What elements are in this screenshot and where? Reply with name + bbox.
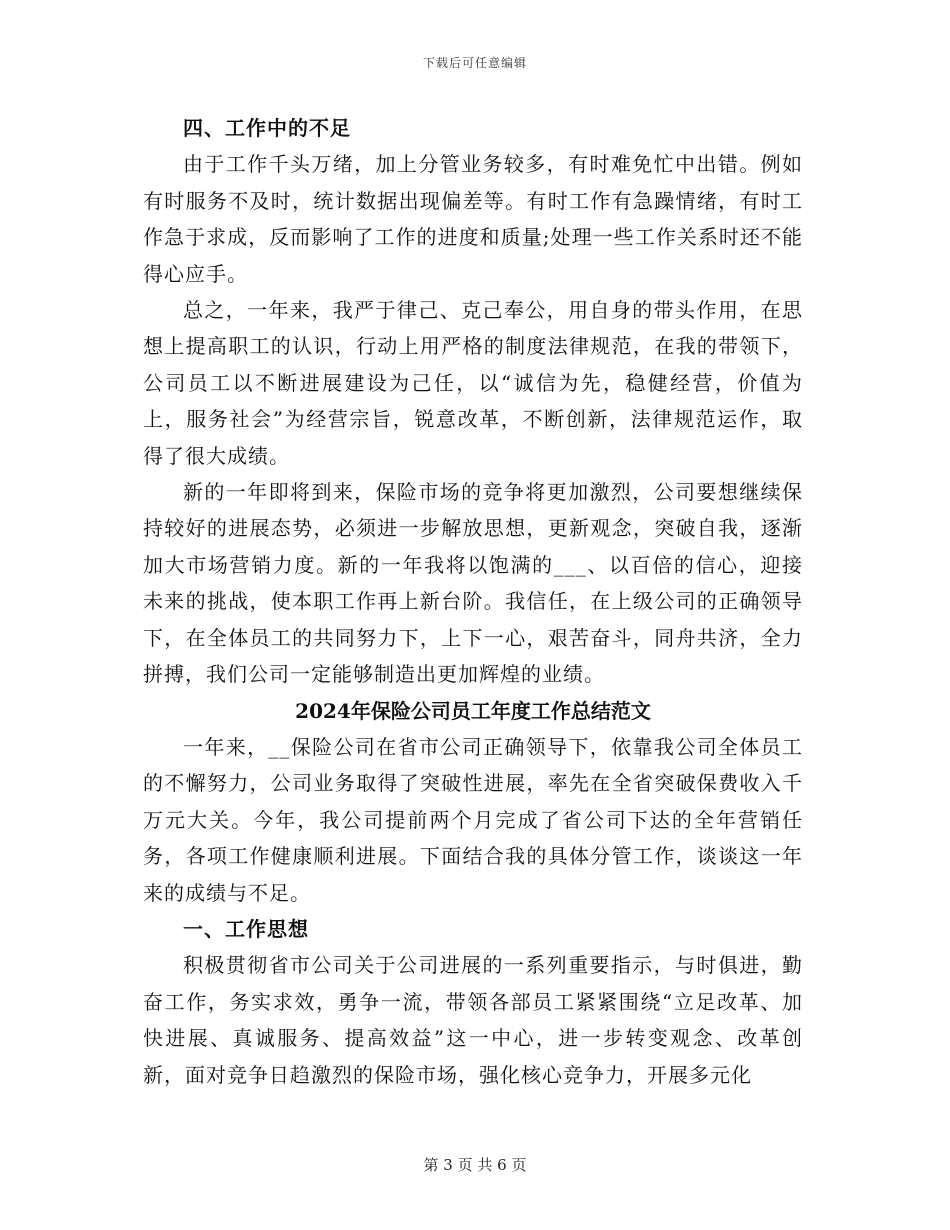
page-number: 第 3 页 共 6 页 bbox=[423, 1156, 527, 1174]
paragraph-intro: 一年来，__保险公司在省市公司正确领导下，依靠我公司全体员工的不懈努力，公司业务取得了突破性进展，率先在全省突破保费收入千万元大关。今年，我公司提前两个月完成了省公司下达的全年营销任务，各项工作健康顺利进展。下面结合我的具体分管工作，谈谈这一年来的成绩与不足。 bbox=[143, 734, 803, 905]
section-heading-work-thinking: 一、工作思想 bbox=[183, 916, 309, 941]
document-body bbox=[143, 110, 803, 1093]
paragraph-shortcomings: 由于工作千头万绪，加上分管业务较多，有时难免忙中出错。例如有时服务不及时，统计数据出现偏差等。有时工作有急躁情绪，有时工作急于求成，反而影响了工作的进度和质量;处理一些工作关系时还不能得心应手。 bbox=[143, 152, 803, 286]
article-title: 2024年保险公司员工年度工作总结范文 bbox=[295, 698, 651, 723]
paragraph-outlook: 新的一年即将到来，保险市场的竞争将更加激烈，公司要想继续保持较好的进展态势，必须进一步解放思想，更新观念，突破自我，逐渐加大市场营销力度。新的一年我将以饱满的___、以百倍的信心，迎接未来的挑战，使本职工作再上新台阶。我信任，在上级公司的正确领导下，在全体员工的共同努力下，上下一心，艰苦奋斗，同舟共济，全力拼搏，我们公司一定能够制造出更加辉煌的业绩。 bbox=[143, 480, 803, 687]
section-heading-shortcomings: 四、工作中的不足 bbox=[183, 116, 351, 140]
paragraph-work-thinking: 积极贯彻省市公司关于公司进展的一系列重要指示，与时俱进，勤奋工作，务实求效，勇争一流，带领各部员工紧紧围绕“立足改革、加快进展、真诚服务、提高效益”这一中心，进一步转变观念、改革创新，面对竞争日趋激烈的保险市场，强化核心竞争力，开展多元化 bbox=[143, 953, 803, 1087]
page-header-note: 下载后可任意编辑 bbox=[422, 56, 527, 70]
paragraph-summary: 总之，一年来，我严于律己、克己奉公，用自身的带头作用，在思想上提高职工的认识，行动上用严格的制度法律规范，在我的带领下，公司员工以不断进展建设为己任，以“诚信为先，稳健经营，价值为上，服务社会”为经营宗旨，锐意改革，不断创新，法律规范运作，取得了很大成绩。 bbox=[143, 298, 803, 468]
